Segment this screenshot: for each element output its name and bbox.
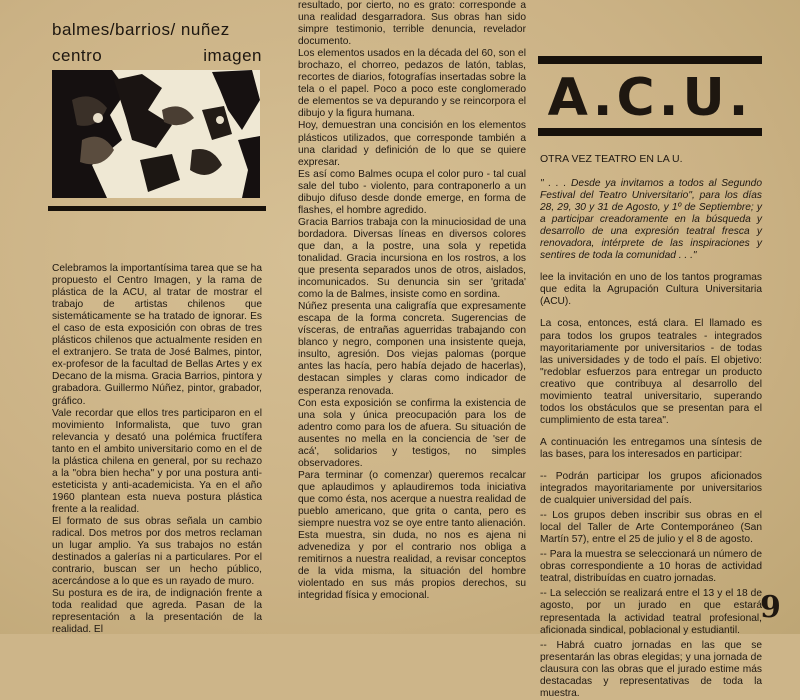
bases-item-4: -- La selección se realizará entre el 13 y el 18 de agosto, por un jurado en que estará representada la actividad teatral profesional, aficionada sindical, poblacional y estudiantil. xyxy=(540,588,762,636)
artwork-image xyxy=(52,70,260,198)
page-number: 9 xyxy=(760,590,781,625)
bases-item-3: -- Para la muestra se seleccionará un número de obras correspondiente a 10 horas de actividad teatral, distribuídas en cuatro jornadas. xyxy=(540,549,762,585)
logo-bottom-bar xyxy=(538,128,762,136)
middle-article-body xyxy=(298,0,526,602)
left-paragraph-1: Celebramos la importantísima tarea que se ha propuesto el Centro Imagen, y la rama de plástica de la ACU, al tratar de mostrar el trabajo de artistas chilenos que sistemáticamente se ha tratado de ignorar. Es el caso de esta exposición con obras de tres plásticos chilenos que actualmente residen en el extranjero. Se trata de José Balmes, pintor, ex-profesor de la facultad de Bellas Artes y ex Decano de la misma. Gracia Barrios, pintora y grabadora. Guillermo Núñez, pintor, grabador, gráfico. xyxy=(52,263,262,407)
left-divider-rule xyxy=(48,206,266,211)
middle-paragraph-6: Núñez presenta una caligrafía que expresamente escapa de la forma concreta. Sugerencias de vísceras, de entrañas aguerridas trabajando con blanco y negro, componen una insistente queja, insulto, agresión. Dos viejas palomas (porque antes las hacía, pero había dejado de hacerlas), destacan simples y claras como indicador de esperanza renovada. xyxy=(298,301,526,397)
middle-paragraph-9: Esta muestra, sin duda, no nos es ajena ni advenediza y por el contrario nos obliga a remitirnos a nuestra realidad, a revisar conceptos de la vida misma, la situación del hombre violentado en sus más propios derechos, su integridad física y emocional. xyxy=(298,530,526,602)
left-paragraph-2: Vale recordar que ellos tres participaron en el movimiento Informalista, que tuvo gran relevancia y desató una polémica fructífera tanto en el ambito universitario como en el de la plástica chilena en general, por su rechazo a la "obra bien hecha" y por una postura anti-esteticista y anti-academicista. Ya en el año 1960 plantean esta nueva postura plástica frente a la realidad. xyxy=(52,407,262,515)
middle-paragraph-5: Gracia Barrios trabaja con la minuciosidad de una bordadora. Diversas líneas en diversos colores que dan, a la postre, una sola y repetida tonalidad. Gracia incursiona en los rostros, a los que presenta separados unos de otros, aislados, incomunicados. Su denuncia sin ser 'gritada' como la de Balmes, insiste como en sordina. xyxy=(298,216,526,301)
heading-word-centro: centro xyxy=(52,46,103,65)
acu-logo: A.C.U. xyxy=(547,68,753,128)
invitation-quote: " . . . Desde ya invitamos a todos al Segundo Festival del Teatro Universitario", para los días 28, 29, 30 y 31 de Agosto, y 1º de Septiembre; y a participar creadoramente en la búsqueda y desarrollo de una expresión teatral fresca y renovadora, intérprete de las inspiraciones y sentires de toda la comunidad . . ." xyxy=(540,178,762,262)
bases-item-2: -- Los grupos deben inscribir sus obras en el local del Taller de Arte Contemporáneo (San Martín 57), entre el 25 de julio y el 8 de agosto. xyxy=(540,510,762,546)
centro-imagen-heading xyxy=(52,46,262,66)
bases-item-5: -- Habrá cuatro jornadas en las que se presentarán las obras elegidas; y una jornada de clausura con las obras que el jurado estime más destacadas y representativas de toda la muestra. xyxy=(540,639,762,699)
left-paragraph-4: Su postura es de ira, de indignación frente a toda realidad que agreda. Pasan de la representación a la presentación de la realidad. El xyxy=(52,588,262,636)
middle-paragraph-3: Hoy, demuestran una concisión en los elementos plásticos utilizados, que corresponde también a una claridad y definición de lo que se quiere expresar. xyxy=(298,120,526,168)
middle-paragraph-7: Con esta exposición se confirma la existencia de una sola y única preocupación para los de adentro como para los de afuera. Su situación de ausentes no mella en la conciencia de 'ser de acá', solidarios y testigos, no simples observadores. xyxy=(298,397,526,469)
middle-paragraph-4: Es así como Balmes ocupa el color puro - tal cual sale del tubo - violento, para contraponerlo a un dibujo difuso desde donde emerge, en forma de flashes, el hombre agredido. xyxy=(298,168,526,216)
right-article-body xyxy=(540,178,762,700)
middle-paragraph-1: resultado, por cierto, no es grato: corresponde a una realidad desgarradora. Sus obras han sido simpre testimonio, terrible denuncia, revelador documento. xyxy=(298,0,526,48)
bases-item-1: -- Podrán participar los grupos aficionados integrados mayoritariamente por universitarios de cualquier universidad del país. xyxy=(540,470,762,507)
left-article-body xyxy=(52,263,262,636)
right-paragraph-3: A continuación les entregamos una síntesis de las bases, para los interesados en participar: xyxy=(540,436,762,460)
left-paragraph-3: El formato de sus obras señala un cambio radical. Dos metros por dos metros reclaman un lugar amplio. Ya sus trabajos no están destinados a galerías ni a particulares. Por el contrario, buscan ser un hecho público, acercándose a lo que es un rayado de muro. xyxy=(52,515,262,588)
middle-paragraph-2: Los elementos usados en la década del 60, son el brochazo, el chorreo, pedazos de latón, tablas, recortes de diarios, fotografías insertadas sobre la tela o el papel. Poco a poco este conglomerado de elementos se va depurando y se reincorpora el dibujo y la figura humana. xyxy=(298,48,526,120)
right-paragraph-1: lee la invitación en uno de los tantos programas que edita la Agrupación Cultura Universitaria (ACU). xyxy=(540,272,762,308)
artist-names-heading: balmes/barrios/ nuñez xyxy=(52,20,230,39)
logo-top-bar xyxy=(538,56,762,64)
right-paragraph-2: La cosa, entonces, está clara. El llamado es para todos los grupos teatrales - integrados mayoritariamente por universitarios - de todas las universidades y de todo el país. El objetivo: "redoblar esfuerzos para entregar un producto creativo que contribuya al desarrollo del movimiento teatral universitario, superando todos los obstáculos que se presentan para el cumplimiento de esta tarea". xyxy=(540,318,762,426)
section-subtitle: OTRA VEZ TEATRO EN LA U. xyxy=(540,153,683,165)
middle-paragraph-8: Para terminar (o comenzar) queremos recalcar que aplaudimos y aplaudiremos toda iniciativa que como ésta, nos acerque a nuestra realidad de pueblo americano, que grita o canta, pero es siempre nuestra voz se oye entre tanto alienación. xyxy=(298,469,526,530)
heading-word-imagen: imagen xyxy=(203,46,262,65)
artwork-photo xyxy=(52,70,260,198)
